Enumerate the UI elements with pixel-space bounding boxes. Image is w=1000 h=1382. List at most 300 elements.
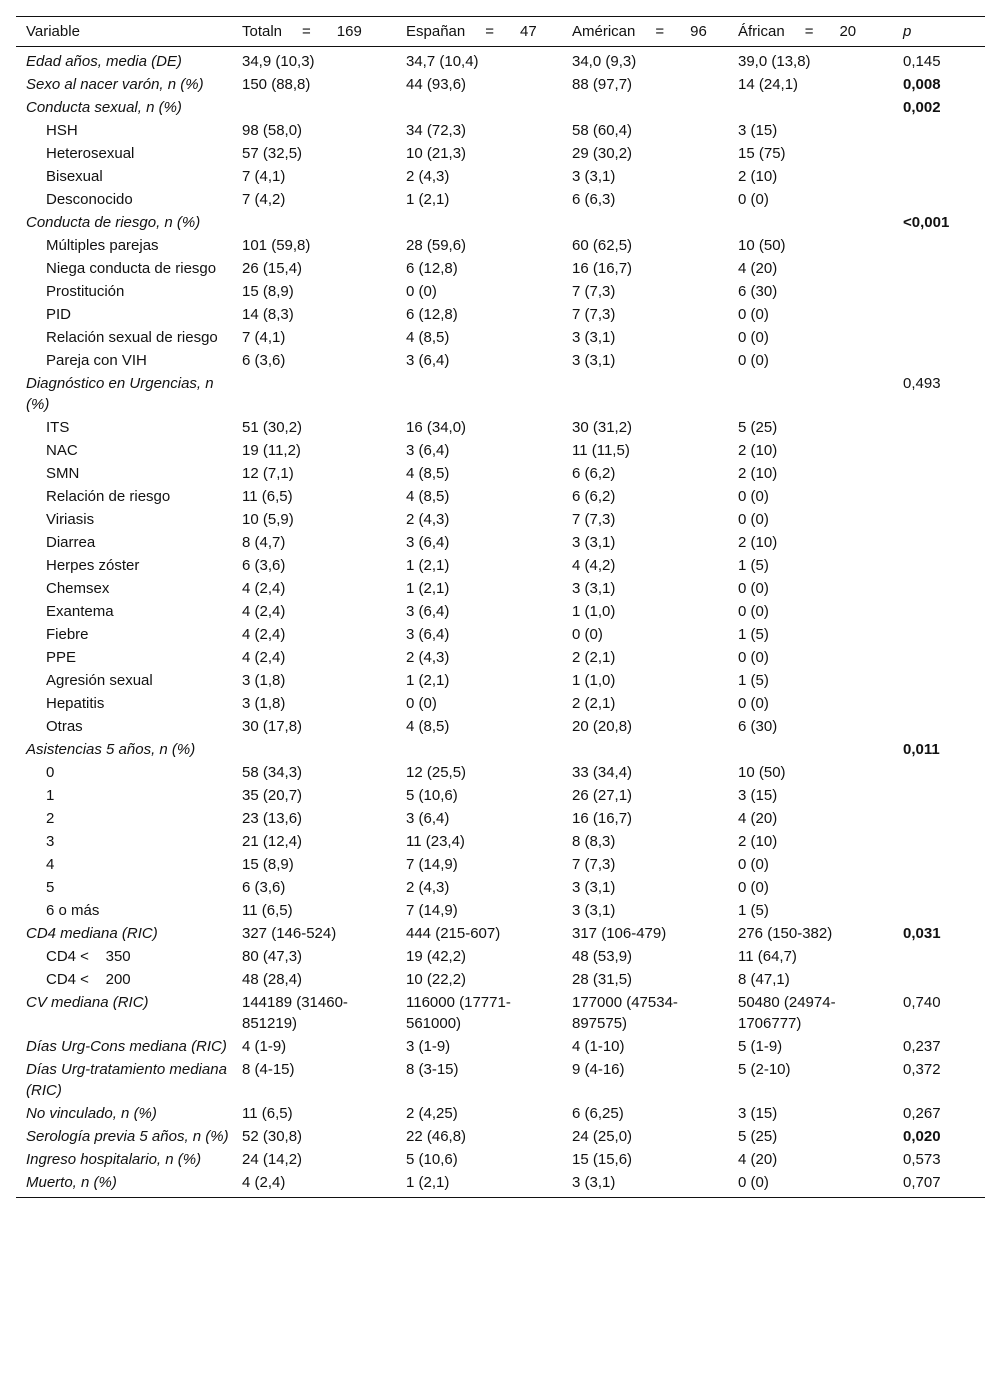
table-row	[16, 234, 985, 257]
cell-total: 8 (4,7)	[242, 534, 286, 551]
cell-variable: Bisexual	[46, 168, 103, 185]
cell-total: 144189 (31460-851219)	[242, 994, 348, 1032]
cell-total: 3 (1,8)	[242, 672, 286, 689]
table-row	[16, 577, 985, 600]
cell-variable: 4	[46, 856, 55, 873]
cell-total: 4 (2,4)	[242, 626, 286, 643]
cell-variable: PPE	[46, 649, 77, 666]
cell-america: 1 (1,0)	[572, 672, 616, 689]
cell-america	[562, 96, 728, 119]
cell-america: 3 (3,1)	[572, 168, 616, 185]
cell-africa: 6 (30)	[738, 283, 778, 300]
cell-total: 51 (30,2)	[242, 419, 303, 436]
cell-africa: 14 (24,1)	[738, 76, 799, 93]
cell-africa: 276 (150-382)	[738, 925, 833, 942]
cell-america	[562, 211, 728, 234]
cell-america	[562, 372, 728, 416]
cell-total: 7 (4,2)	[242, 191, 286, 208]
cell-america: 7 (7,3)	[572, 511, 616, 528]
cell-variable: Conducta sexual, n (%)	[26, 99, 182, 116]
cell-africa: 11 (64,7)	[738, 948, 797, 965]
cell-variable: Relación sexual de riesgo	[46, 329, 218, 346]
cell-p	[893, 623, 985, 646]
table-row	[16, 554, 985, 577]
table-row	[16, 531, 985, 554]
cell-africa: 8 (47,1)	[738, 971, 790, 988]
cell-total: 4 (2,4)	[242, 580, 286, 597]
cell-variable: Pareja con VIH	[46, 352, 147, 369]
cell-p	[893, 485, 985, 508]
col-header-variable: Variable	[16, 17, 232, 47]
cell-variable: Ingreso hospitalario, n (%)	[26, 1151, 202, 1168]
cell-africa: 0 (0)	[738, 695, 769, 712]
cell-espana: 1 (2,1)	[396, 1171, 562, 1198]
cell-africa: 39,0 (13,8)	[738, 53, 811, 70]
table-container	[16, 16, 985, 1198]
cell-espana	[396, 738, 562, 761]
cell-total: 101 (59,8)	[242, 237, 311, 254]
cell-variable: CD4 < 200	[46, 971, 131, 988]
cell-america: 0 (0)	[572, 626, 603, 643]
cell-p: 0,145	[903, 53, 941, 70]
cell-espana: 444 (215-607)	[406, 925, 501, 942]
cell-variable: HSH	[46, 122, 78, 139]
cell-america: 34,0 (9,3)	[572, 53, 637, 70]
cell-america: 317 (106-479)	[572, 925, 667, 942]
cell-total: 34,9 (10,3)	[242, 53, 315, 70]
table-row	[16, 73, 985, 96]
col-header-america: Américan = 96	[562, 17, 728, 47]
cell-africa: 10 (50)	[738, 764, 786, 781]
cell-espana: 10 (22,2)	[406, 971, 467, 988]
cell-total: 19 (11,2)	[242, 442, 301, 459]
cell-africa: 1 (5)	[738, 902, 769, 919]
cell-africa	[728, 372, 893, 416]
cell-espana: 6 (12,8)	[406, 260, 458, 277]
cell-total: 48 (28,4)	[242, 971, 303, 988]
table-row	[16, 784, 985, 807]
cell-variable: 1	[46, 787, 55, 804]
cell-espana: 3 (1-9)	[406, 1038, 451, 1055]
table-row	[16, 853, 985, 876]
cell-espana: 5 (10,6)	[406, 787, 458, 804]
cell-africa: 3 (15)	[738, 122, 778, 139]
cell-p	[893, 600, 985, 623]
cell-variable: Conducta de riesgo, n (%)	[26, 214, 201, 231]
cell-africa: 1 (5)	[738, 557, 769, 574]
table-row	[16, 1148, 985, 1171]
cell-variable: Heterosexual	[46, 145, 135, 162]
cell-p: 0,011	[903, 741, 940, 758]
cell-africa: 0 (0)	[738, 306, 769, 323]
cell-espana: 6 (12,8)	[406, 306, 458, 323]
cell-espana: 3 (6,4)	[406, 352, 450, 369]
cell-p	[893, 508, 985, 531]
cell-total: 52 (30,8)	[242, 1128, 303, 1145]
cell-variable: Otras	[46, 718, 83, 735]
cell-africa: 6 (30)	[738, 718, 778, 735]
cell-p	[893, 761, 985, 784]
cell-p: <0,001	[903, 214, 950, 231]
cell-p	[893, 876, 985, 899]
cell-america: 60 (62,5)	[572, 237, 633, 254]
cell-variable: Viriasis	[46, 511, 95, 528]
cell-total: 14 (8,3)	[242, 306, 294, 323]
cell-espana: 3 (6,4)	[406, 603, 450, 620]
cell-p	[893, 899, 985, 922]
cell-america: 3 (3,1)	[572, 879, 616, 896]
cell-variable: Edad años, media (DE)	[26, 53, 182, 70]
cell-variable: Exantema	[46, 603, 114, 620]
cell-total	[232, 372, 396, 416]
cell-p	[893, 531, 985, 554]
cell-total: 11 (6,5)	[242, 488, 293, 505]
cell-america: 3 (3,1)	[572, 534, 616, 551]
cell-variable: Chemsex	[46, 580, 110, 597]
cell-africa: 0 (0)	[738, 511, 769, 528]
cell-america: 26 (27,1)	[572, 787, 633, 804]
cell-espana: 4 (8,5)	[406, 329, 450, 346]
cell-espana: 2 (4,3)	[406, 511, 450, 528]
cell-total: 4 (2,4)	[232, 1171, 396, 1198]
cell-total: 7 (4,1)	[242, 168, 286, 185]
cell-p	[893, 968, 985, 991]
cell-total: 23 (13,6)	[242, 810, 303, 827]
cell-total: 6 (3,6)	[242, 352, 286, 369]
cell-espana: 2 (4,3)	[406, 168, 450, 185]
cell-espana: 4 (8,5)	[406, 488, 450, 505]
cell-variable: ITS	[46, 419, 70, 436]
cell-total	[232, 738, 396, 761]
cell-total	[232, 211, 396, 234]
cell-p: 0,002	[903, 99, 941, 116]
cell-america: 7 (7,3)	[572, 283, 616, 300]
cell-variable: CV mediana (RIC)	[26, 994, 149, 1011]
table-row	[16, 600, 985, 623]
cell-africa: 2 (10)	[738, 534, 778, 551]
cell-total: 6 (3,6)	[242, 557, 286, 574]
cell-variable: Niega conducta de riesgo	[46, 260, 217, 277]
cell-total: 4 (2,4)	[242, 603, 286, 620]
cell-africa: 2 (10)	[738, 465, 778, 482]
cell-total: 30 (17,8)	[242, 718, 303, 735]
cell-variable: Prostitución	[46, 283, 125, 300]
cell-total: 327 (146-524)	[242, 925, 337, 942]
cell-espana	[396, 372, 562, 416]
cell-america: 28 (31,5)	[572, 971, 633, 988]
table-row	[16, 761, 985, 784]
table-row	[16, 280, 985, 303]
cell-p	[893, 188, 985, 211]
cell-total: 15 (8,9)	[242, 283, 294, 300]
table-row	[16, 738, 985, 761]
cell-p	[893, 830, 985, 853]
cell-africa	[728, 96, 893, 119]
table-row	[16, 142, 985, 165]
cell-america: 29 (30,2)	[572, 145, 633, 162]
cell-espana: 2 (4,3)	[406, 879, 450, 896]
cell-espana: 34 (72,3)	[406, 122, 467, 139]
table-row	[16, 807, 985, 830]
table-row	[16, 968, 985, 991]
cell-america: 1 (1,0)	[572, 603, 616, 620]
cell-p	[893, 715, 985, 738]
cell-america: 48 (53,9)	[572, 948, 633, 965]
cell-variable: NAC	[46, 442, 78, 459]
cell-espana: 1 (2,1)	[406, 672, 450, 689]
cell-africa: 10 (50)	[738, 237, 786, 254]
cell-africa: 4 (20)	[738, 1151, 778, 1168]
cell-variable: 0	[46, 764, 55, 781]
cell-africa: 0 (0)	[738, 856, 769, 873]
cell-total: 150 (88,8)	[242, 76, 311, 93]
cell-p	[893, 303, 985, 326]
cell-variable: CD4 < 350	[46, 948, 131, 965]
cell-africa: 0 (0)	[738, 879, 769, 896]
cell-p: 0,031	[903, 925, 941, 942]
cell-africa: 5 (25)	[738, 1128, 778, 1145]
cell-p	[893, 807, 985, 830]
cell-america: 177000 (47534-897575)	[572, 994, 678, 1032]
cell-variable: PID	[46, 306, 72, 323]
table-row	[16, 439, 985, 462]
cell-total: 6 (3,6)	[242, 879, 286, 896]
table-row	[16, 96, 985, 119]
cell-america	[562, 738, 728, 761]
cell-total: 26 (15,4)	[242, 260, 303, 277]
cell-africa: 2 (10)	[738, 442, 778, 459]
cell-total: 15 (8,9)	[242, 856, 294, 873]
cell-america: 8 (8,3)	[572, 833, 616, 850]
cell-p	[893, 945, 985, 968]
table-row	[16, 1035, 985, 1058]
cell-espana: 1 (2,1)	[406, 580, 450, 597]
cell-p: 0,008	[903, 76, 941, 93]
cell-america: 11 (11,5)	[572, 442, 630, 459]
cell-p	[893, 165, 985, 188]
table-row	[16, 372, 985, 416]
cell-america: 16 (16,7)	[572, 260, 633, 277]
table-row	[16, 349, 985, 372]
cell-variable: Muerto, n (%)	[16, 1171, 232, 1198]
cell-variable: 3	[46, 833, 55, 850]
cell-p	[893, 280, 985, 303]
cell-espana: 4 (8,5)	[406, 465, 450, 482]
cell-espana: 34,7 (10,4)	[406, 53, 479, 70]
col-header-p: p	[893, 17, 985, 47]
cell-variable: 5	[46, 879, 55, 896]
cell-variable: 6 o más	[46, 902, 100, 919]
cell-total: 11 (6,5)	[242, 1105, 293, 1122]
cell-variable: Diagnóstico en Urgencias, n (%)	[26, 375, 214, 413]
cell-espana: 1 (2,1)	[406, 191, 450, 208]
table-row	[16, 876, 985, 899]
cell-variable: Herpes zóster	[46, 557, 140, 574]
cell-p	[893, 784, 985, 807]
cell-total: 80 (47,3)	[242, 948, 303, 965]
cell-variable: Asistencias 5 años, n (%)	[26, 741, 196, 758]
cell-total: 35 (20,7)	[242, 787, 303, 804]
cell-america: 4 (1-10)	[572, 1038, 625, 1055]
cell-america: 3 (3,1)	[572, 902, 616, 919]
cell-p	[893, 326, 985, 349]
cell-p	[893, 234, 985, 257]
cell-p	[893, 646, 985, 669]
cell-p: 0,020	[903, 1128, 941, 1145]
table-row	[16, 188, 985, 211]
cell-variable: Agresión sexual	[46, 672, 153, 689]
cell-espana: 3 (6,4)	[406, 442, 450, 459]
table-row	[16, 669, 985, 692]
cell-espana: 3 (6,4)	[406, 534, 450, 551]
cell-variable: Sexo al nacer varón, n (%)	[26, 76, 204, 93]
cell-espana	[396, 96, 562, 119]
cell-espana: 116000 (17771-561000)	[406, 994, 511, 1032]
table-row	[16, 646, 985, 669]
header-row	[16, 17, 985, 47]
table-row	[16, 416, 985, 439]
cell-espana: 1 (2,1)	[406, 557, 450, 574]
cell-america: 33 (34,4)	[572, 764, 633, 781]
cell-p: 0,372	[903, 1061, 941, 1078]
cell-africa: 1 (5)	[738, 672, 769, 689]
data-table	[16, 16, 985, 1198]
cell-p	[893, 349, 985, 372]
cell-africa	[728, 738, 893, 761]
table-row	[16, 508, 985, 531]
cell-p: 0,237	[903, 1038, 941, 1055]
cell-p: 0,573	[903, 1151, 941, 1168]
cell-total: 24 (14,2)	[242, 1151, 303, 1168]
col-header-africa: Áfrican = 20	[728, 17, 893, 47]
cell-total: 4 (2,4)	[242, 649, 286, 666]
cell-variable: 2	[46, 810, 55, 827]
table-row	[16, 830, 985, 853]
table-row	[16, 47, 985, 74]
cell-total: 10 (5,9)	[242, 511, 294, 528]
cell-variable: SMN	[46, 465, 80, 482]
cell-espana: 8 (3-15)	[406, 1061, 459, 1078]
cell-p	[893, 416, 985, 439]
cell-africa: 0 (0)	[738, 649, 769, 666]
cell-total	[232, 96, 396, 119]
cell-variable: Hepatitis	[46, 695, 105, 712]
cell-espana: 5 (10,6)	[406, 1151, 458, 1168]
cell-p	[893, 142, 985, 165]
cell-america: 7 (7,3)	[572, 856, 616, 873]
cell-variable: No vinculado, n (%)	[26, 1105, 157, 1122]
cell-africa: 5 (1-9)	[738, 1038, 783, 1055]
cell-america: 6 (6,3)	[572, 191, 616, 208]
cell-total: 7 (4,1)	[242, 329, 286, 346]
cell-p	[893, 119, 985, 142]
table-row	[16, 303, 985, 326]
cell-variable: Desconocido	[46, 191, 133, 208]
cell-america: 3 (3,1)	[572, 580, 616, 597]
cell-total: 57 (32,5)	[242, 145, 303, 162]
cell-espana: 0 (0)	[406, 283, 437, 300]
cell-espana: 10 (21,3)	[406, 145, 467, 162]
table-row	[16, 1102, 985, 1125]
table-row	[16, 119, 985, 142]
cell-africa: 5 (25)	[738, 419, 778, 436]
table-row	[16, 462, 985, 485]
cell-espana	[396, 211, 562, 234]
col-header-total: Totaln = 169	[232, 17, 396, 47]
table-row	[16, 899, 985, 922]
cell-america: 20 (20,8)	[572, 718, 633, 735]
cell-america: 7 (7,3)	[572, 306, 616, 323]
cell-africa: 0 (0)	[728, 1171, 893, 1198]
cell-p	[893, 853, 985, 876]
cell-variable: CD4 mediana (RIC)	[26, 925, 158, 942]
table-row	[16, 1058, 985, 1102]
cell-p	[893, 577, 985, 600]
cell-p: 0,707	[893, 1171, 985, 1198]
cell-america: 30 (31,2)	[572, 419, 633, 436]
cell-america: 2 (2,1)	[572, 649, 616, 666]
cell-variable: Días Urg-Cons mediana (RIC)	[26, 1038, 227, 1055]
cell-variable: Días Urg-tratamiento mediana (RIC)	[26, 1061, 227, 1099]
cell-total: 4 (1-9)	[242, 1038, 287, 1055]
cell-africa	[728, 211, 893, 234]
cell-espana: 3 (6,4)	[406, 810, 450, 827]
cell-america: 24 (25,0)	[572, 1128, 633, 1145]
cell-variable: Serología previa 5 años, n (%)	[26, 1128, 229, 1145]
table-row	[16, 945, 985, 968]
cell-p	[893, 669, 985, 692]
cell-espana: 2 (4,25)	[406, 1105, 458, 1122]
cell-africa: 3 (15)	[738, 787, 778, 804]
cell-espana: 22 (46,8)	[406, 1128, 467, 1145]
cell-africa: 0 (0)	[738, 191, 769, 208]
cell-variable: Múltiples parejas	[46, 237, 159, 254]
cell-total: 21 (12,4)	[242, 833, 303, 850]
cell-variable: Fiebre	[46, 626, 89, 643]
cell-total: 11 (6,5)	[242, 902, 293, 919]
cell-p	[893, 692, 985, 715]
cell-p	[893, 439, 985, 462]
cell-america: 58 (60,4)	[572, 122, 633, 139]
table-body	[16, 47, 985, 1198]
cell-africa: 4 (20)	[738, 810, 778, 827]
cell-africa: 5 (2-10)	[738, 1061, 791, 1078]
table-row	[16, 922, 985, 945]
cell-p	[893, 554, 985, 577]
cell-p	[893, 257, 985, 280]
cell-p: 0,740	[903, 994, 941, 1011]
cell-africa: 2 (10)	[738, 833, 778, 850]
table-row	[16, 715, 985, 738]
cell-espana: 4 (8,5)	[406, 718, 450, 735]
cell-variable: Relación de riesgo	[46, 488, 171, 505]
cell-espana: 7 (14,9)	[406, 856, 458, 873]
table-row	[16, 623, 985, 646]
cell-p: 0,267	[903, 1105, 941, 1122]
table-row	[16, 485, 985, 508]
table-row	[16, 257, 985, 280]
cell-espana: 0 (0)	[406, 695, 437, 712]
cell-america: 88 (97,7)	[572, 76, 633, 93]
cell-america: 9 (4-16)	[572, 1061, 625, 1078]
cell-total: 8 (4-15)	[242, 1061, 295, 1078]
cell-africa: 1 (5)	[738, 626, 769, 643]
col-header-espana: Españan = 47	[396, 17, 562, 47]
table-row	[16, 1171, 985, 1198]
cell-africa: 3 (15)	[738, 1105, 778, 1122]
cell-p: 0,493	[903, 375, 941, 392]
cell-espana: 7 (14,9)	[406, 902, 458, 919]
